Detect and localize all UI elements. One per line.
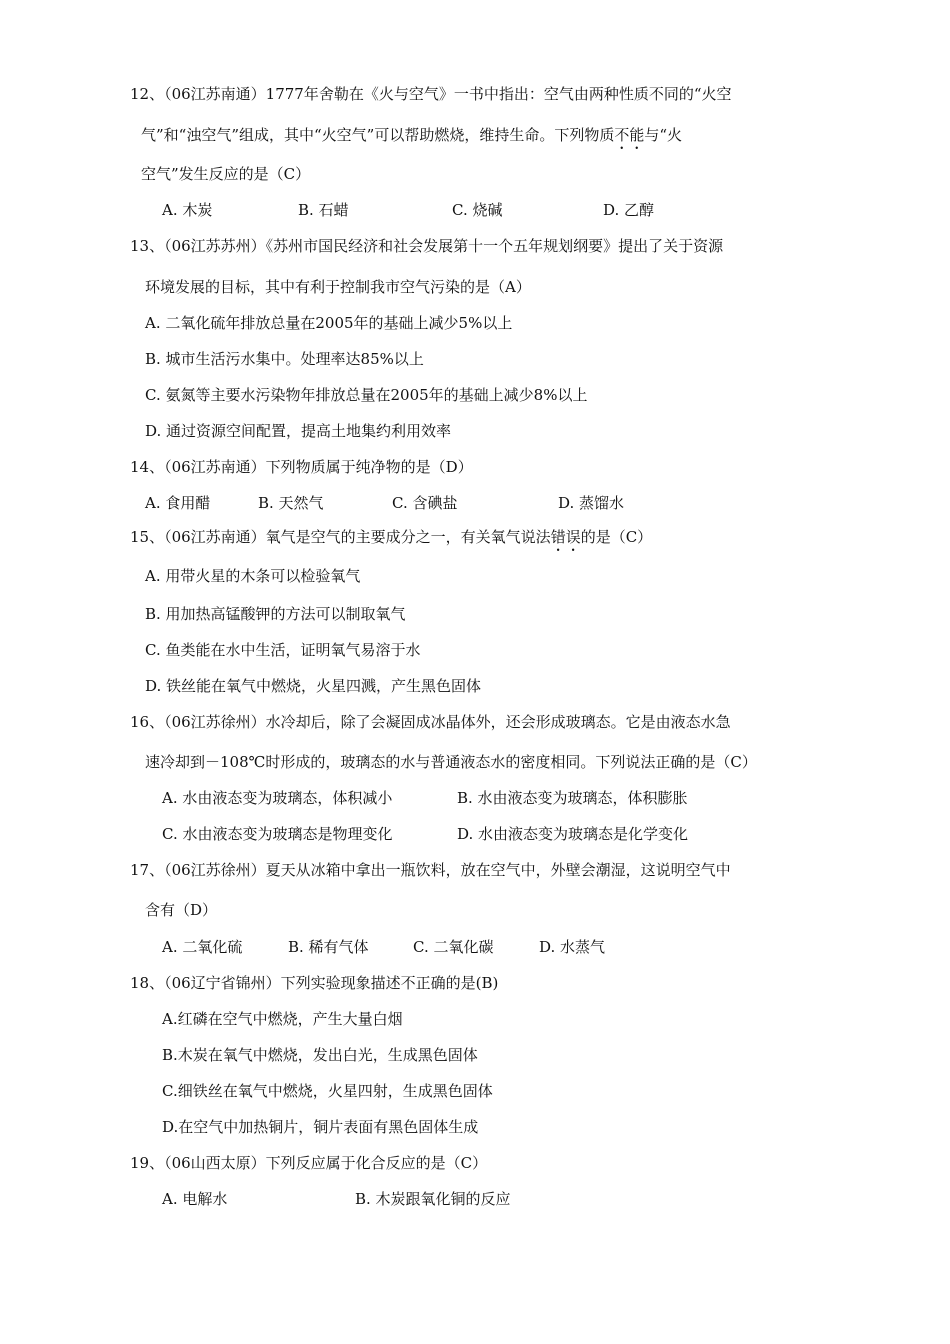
q19-stem-line1: 19、（06山西太原）下列反应属于化合反应的是（C） <box>130 1154 488 1172</box>
q15-stem-b: 的是（C） <box>580 528 653 546</box>
q16-option-b: B. 水由液态变为玻璃态，体积膨胀 <box>457 789 688 807</box>
q12-stem-line2 <box>141 125 682 153</box>
q13-option-a: A. 二氧化硫年排放总量在2005年的基础上减少5%以上 <box>145 314 513 332</box>
q17-stem-line1: 17、（06江苏徐州）夏天从冰箱中拿出一瓶饮料，放在空气中，外壁会潮湿，这说明空气中 <box>130 861 731 879</box>
q13-option-c: C. 氨氮等主要水污染物年排放总量在2005年的基础上减少8%以上 <box>145 386 588 404</box>
q12-option-a: A. 木炭 <box>162 201 213 219</box>
q18-option-c: C.细铁丝在氧气中燃烧，火星四射，生成黑色固体 <box>162 1082 493 1100</box>
q13-option-d: D. 通过资源空间配置，提高土地集约利用效率 <box>145 422 452 440</box>
q17-stem-line2: 含有（D） <box>145 901 218 919</box>
q17-option-a: A. 二氧化硫 <box>162 938 243 956</box>
q12-option-c: C. 烧碱 <box>452 201 503 219</box>
q14-option-b: B. 天然气 <box>258 494 324 512</box>
q15-stem-line1 <box>130 527 652 555</box>
q14-option-c: C. 含碘盐 <box>392 494 458 512</box>
q15-option-d: D. 铁丝能在氧气中燃烧，火星四溅，产生黑色固体 <box>145 677 482 695</box>
q18-option-a: A.红磷在空气中燃烧，产生大量白烟 <box>162 1010 403 1028</box>
q14-option-a: A. 食用醋 <box>145 494 211 512</box>
q14-stem-line1: 14、（06江苏南通）下列物质属于纯净物的是（D） <box>130 458 473 476</box>
q13-option-b: B. 城市生活污水集中。处理率达85%以上 <box>145 350 424 368</box>
q18-option-b: B.木炭在氧气中燃烧，发出白光，生成黑色固体 <box>162 1046 478 1064</box>
q15-option-a: A. 用带火星的木条可以检验氧气 <box>145 567 361 585</box>
q12-stem-line1: 12、（06江苏南通）1777年舍勒在《火与空气》一书中指出：空气由两种性质不同的“火空 <box>130 85 732 103</box>
q12-option-b: B. 石蜡 <box>298 201 349 219</box>
q13-stem-line2: 环境发展的目标，其中有利于控制我市空气污染的是（A） <box>145 278 531 296</box>
q16-option-a: A. 水由液态变为玻璃态，体积减小 <box>162 789 393 807</box>
q17-option-d: D. 水蒸气 <box>539 938 606 956</box>
q15-option-c: C. 鱼类能在水中生活，证明氧气易溶于水 <box>145 641 421 659</box>
q15-stem-a: 15、（06江苏南通）氧气是空气的主要成分之一，有关氧气说法 <box>130 528 551 546</box>
q15-option-b: B. 用加热高锰酸钾的方法可以制取氧气 <box>145 605 406 623</box>
q12-option-d: D. 乙醇 <box>603 201 655 219</box>
q12-stem-line2a: 气”和“浊空气”组成，其中“火空气”可以帮助燃烧，维持生命。下列物质 <box>141 126 615 144</box>
q16-option-c: C. 水由液态变为玻璃态是物理变化 <box>162 825 393 843</box>
q15-emphasis-text: 错误 <box>550 528 581 546</box>
q12-emphasis-text: 不能 <box>614 126 645 144</box>
q18-option-d: D.在空气中加热铜片，铜片表面有黑色固体生成 <box>162 1118 479 1136</box>
q16-option-d: D. 水由液态变为玻璃态是化学变化 <box>457 825 689 843</box>
q17-option-c: C. 二氧化碳 <box>413 938 494 956</box>
q16-stem-line1: 16、（06江苏徐州）水冷却后，除了会凝固成冰晶体外，还会形成玻璃态。它是由液态水急 <box>130 713 731 731</box>
q12-stem-line2b: 与“火 <box>644 126 683 144</box>
q13-stem-line1: 13、（06江苏苏州）《苏州市国民经济和社会发展第十一个五年规划纲要》提出了关于资源 <box>130 237 724 255</box>
q19-option-a: A. 电解水 <box>162 1190 228 1208</box>
q18-stem-line1: 18、（06辽宁省锦州）下列实验现象描述不正确的是(B) <box>130 974 499 992</box>
q12-stem-line3: 空气”发生反应的是（C） <box>141 165 311 183</box>
q14-option-d: D. 蒸馏水 <box>558 494 625 512</box>
q19-option-b: B. 木炭跟氧化铜的反应 <box>355 1190 511 1208</box>
q17-option-b: B. 稀有气体 <box>288 938 369 956</box>
q16-stem-line2: 速冷却到－108℃时形成的，玻璃态的水与普通液态水的密度相同。下列说法正确的是（C） <box>145 753 757 771</box>
